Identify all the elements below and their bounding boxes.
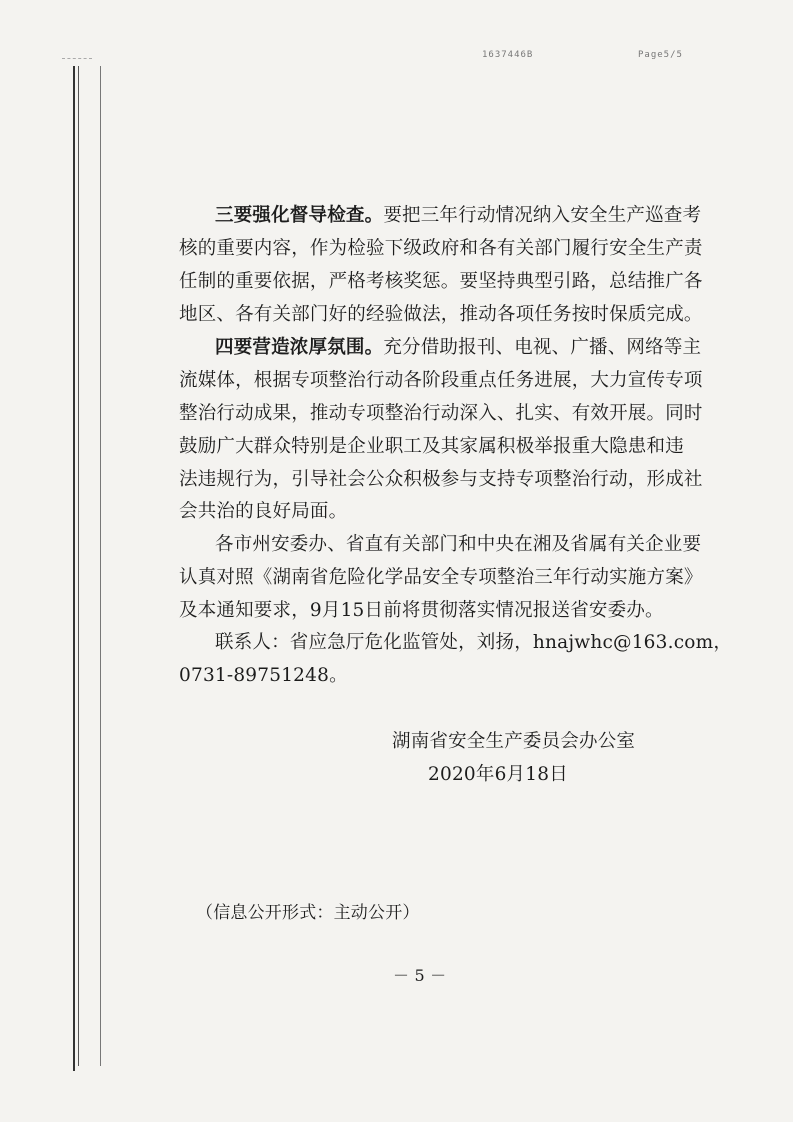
paragraph-line: 整治行动成果，推动专项整治行动深入、扎实、有效开展。同时 xyxy=(179,403,703,424)
disclosure-notice: （信息公开形式：主动公开） xyxy=(196,903,420,923)
paragraph-line: 流媒体，根据专项整治行动各阶段重点任务进展，大力宣传专项 xyxy=(179,370,703,391)
paragraph-heading: 三要强化督导检查。 xyxy=(215,205,384,226)
paragraph-line: 三要强化督导检查。要把三年行动情况纳入安全生产巡查考 xyxy=(215,205,702,226)
paragraph-line: 地区、各有关部门好的经验做法，推动各项任务按时保质完成。 xyxy=(179,304,703,325)
paragraph-line: 鼓励广大群众特别是企业职工及其家属积极举报重大隐患和违 xyxy=(179,436,684,457)
scan-header-mark xyxy=(62,58,92,59)
issuing-organization: 湖南省安全生产委员会办公室 xyxy=(392,731,636,752)
contact-phone: 0731-89751248。 xyxy=(179,665,348,686)
binding-line xyxy=(78,66,79,1066)
fax-page: Page5/5 xyxy=(638,50,683,60)
issue-date: 2020年6月18日 xyxy=(428,764,568,785)
contact-line: 联系人：省应急厅危化监管处，刘扬，hnajwhc@163.com， xyxy=(215,632,733,653)
paragraph-line: 及本通知要求，9月15日前将贯彻落实情况报送省安委办。 xyxy=(179,600,664,621)
paragraph-line: 各市州安委办、省直有关部门和中央在湘及省属有关企业要 xyxy=(215,534,702,555)
paragraph-line: 核的重要内容，作为检验下级政府和各有关部门履行安全生产责 xyxy=(179,238,703,259)
binding-line xyxy=(100,66,101,1066)
binding-line xyxy=(73,66,75,1071)
fax-id: 1637446B xyxy=(482,50,534,60)
page-number: － 5 － xyxy=(393,966,447,985)
paragraph-line: 法违规行为，引导社会公众积极参与支持专项整治行动，形成社 xyxy=(179,469,703,490)
paragraph-line: 四要营造浓厚氛围。充分借助报刊、电视、广播、网络等主 xyxy=(215,337,702,358)
paragraph-line: 会共治的良好局面。 xyxy=(179,501,348,522)
paragraph-line: 认真对照《湖南省危险化学品安全专项整治三年行动实施方案》 xyxy=(179,567,703,588)
paragraph-heading: 四要营造浓厚氛围。 xyxy=(215,337,384,358)
paragraph-line: 任制的重要依据，严格考核奖惩。要坚持典型引路，总结推广各 xyxy=(179,271,703,292)
